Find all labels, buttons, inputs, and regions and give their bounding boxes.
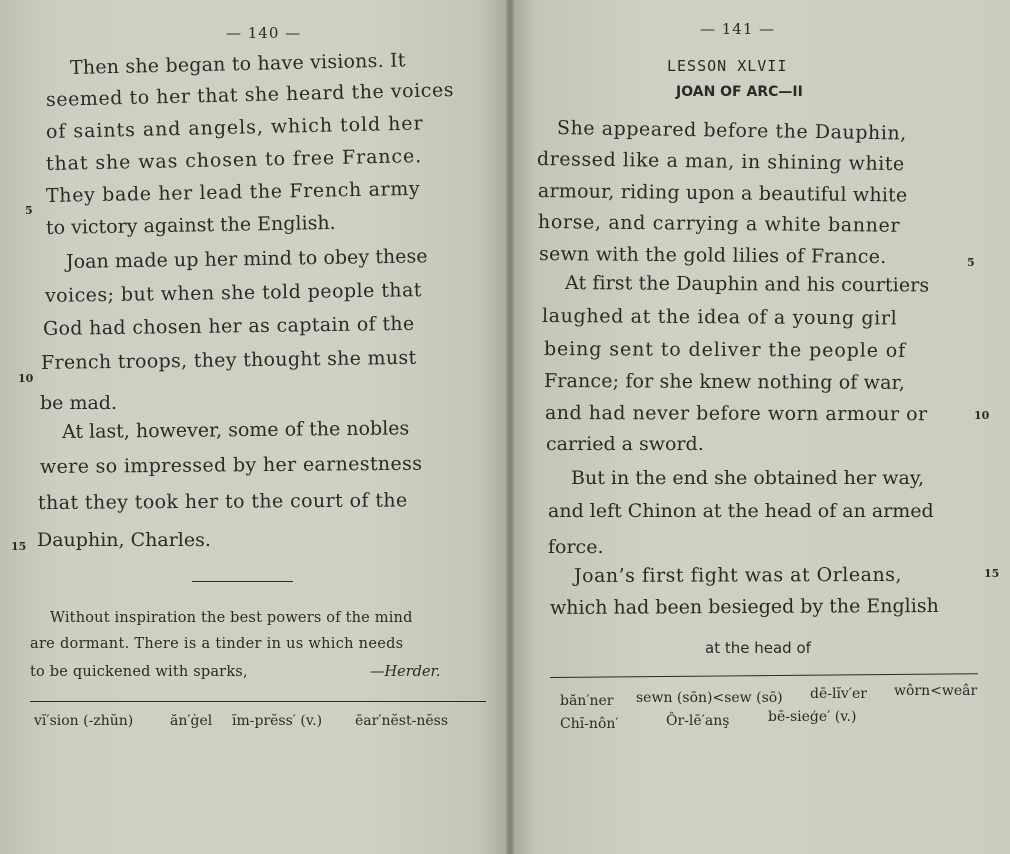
right-text-line: Joan’s first fight was at Orleans,: [573, 563, 903, 587]
right-text-line: being sent to deliver the people of: [543, 338, 907, 362]
right-text-line: and left Chinon at the head of an armed: [548, 500, 934, 522]
left-page-number: — 140 —: [226, 24, 302, 42]
lesson-number: LESSON XLVII: [667, 57, 788, 75]
quote-line: are dormant. There is a tinder in us which needs: [30, 636, 404, 652]
right-text-line: France; for she knew nothing of war,: [543, 370, 905, 394]
vocab-word: ēar′nĕst-nĕss: [355, 713, 449, 729]
vocab-word: dē-lĭv′er: [810, 686, 867, 702]
right-text-line: force.: [548, 536, 604, 558]
left-text-line: Dauphin, Charles.: [37, 529, 211, 551]
vocab-word: ăn′ġel: [170, 713, 213, 729]
vocab-word: băn′ner: [560, 693, 614, 709]
right-text-line: dressed like a man, in shining white: [536, 148, 905, 176]
right-page-number: — 141 —: [700, 20, 776, 38]
right-line-number-15: 15: [984, 567, 1000, 580]
vocab-word: wôrn<weâr: [894, 683, 978, 699]
left-text-line: seemed to her that she heard the voices: [45, 79, 455, 111]
left-text-line: voices; but when she told people that: [44, 279, 423, 307]
left-text-line: be mad.: [40, 392, 117, 414]
vocab-word: sewn (sōn)<sew (sō): [636, 690, 783, 706]
vocab-word: Chĭ-nôn′: [560, 716, 619, 732]
right-text-line: sewn with the gold lilies of France.: [538, 243, 887, 269]
left-text-line: were so impressed by her earnestness: [39, 452, 423, 478]
left-line-number-5: 5: [25, 204, 33, 217]
left-text-line: French troops, they thought she must: [40, 346, 417, 374]
left-text-line: They bade her lead the French army: [45, 177, 421, 207]
vocab-word: vĭ′sion (-zhŭn): [34, 713, 134, 729]
vocab-word: ĭm-prĕss′ (v.): [232, 713, 323, 729]
left-text-line: Then she began to have visions. It: [69, 49, 406, 79]
right-text-line: She appeared before the Dauphin,: [556, 117, 907, 145]
right-text-line: laughed at the idea of a young girl: [541, 305, 898, 330]
right-line-number-5: 5: [967, 256, 975, 269]
left-line-number-15: 15: [11, 540, 27, 553]
left-text-line: of saints and angels, which told her: [45, 112, 424, 143]
right-line-number-10: 10: [974, 409, 990, 422]
right-text-line: which had been besieged by the English: [549, 594, 939, 619]
left-text-line: At last, however, some of the nobles: [61, 417, 410, 443]
quote-line: to be quickened with sparks,: [30, 664, 248, 680]
left-line-number-10: 10: [18, 372, 34, 385]
right-text-line: and had never before worn armour or: [544, 402, 928, 426]
lesson-title: JOAN OF ARC—II: [676, 84, 803, 100]
right-text-line: armour, riding upon a beautiful white: [537, 180, 908, 207]
left-text-line: that she was chosen to free France.: [45, 145, 423, 175]
right-text-line: But in the end she obtained her way,: [571, 467, 925, 489]
vocab-word: bē-sieģe′ (v.): [768, 709, 857, 725]
left-text-line: Joan made up her mind to obey these: [65, 245, 428, 273]
left-short-divider: [192, 581, 293, 582]
left-footnote-rule: [30, 701, 486, 702]
right-text-line: At first the Dauphin and his courtiers: [564, 272, 930, 297]
left-text-line: that they took her to the court of the: [37, 489, 408, 514]
left-text-line: to victory against the English.: [45, 211, 336, 239]
right-text-line: horse, and carrying a white banner: [537, 211, 901, 237]
quote-author: —Herder.: [370, 664, 441, 680]
left-text-line: God had chosen her as captain of the: [42, 312, 415, 340]
quote-line: Without inspiration the best powers of the mind: [50, 610, 413, 626]
book-gutter: [506, 0, 514, 854]
right-text-line: carried a sword.: [546, 433, 704, 455]
note-heading: at the head of: [705, 639, 811, 657]
vocab-word: Ôr-lē′anş: [666, 713, 730, 729]
